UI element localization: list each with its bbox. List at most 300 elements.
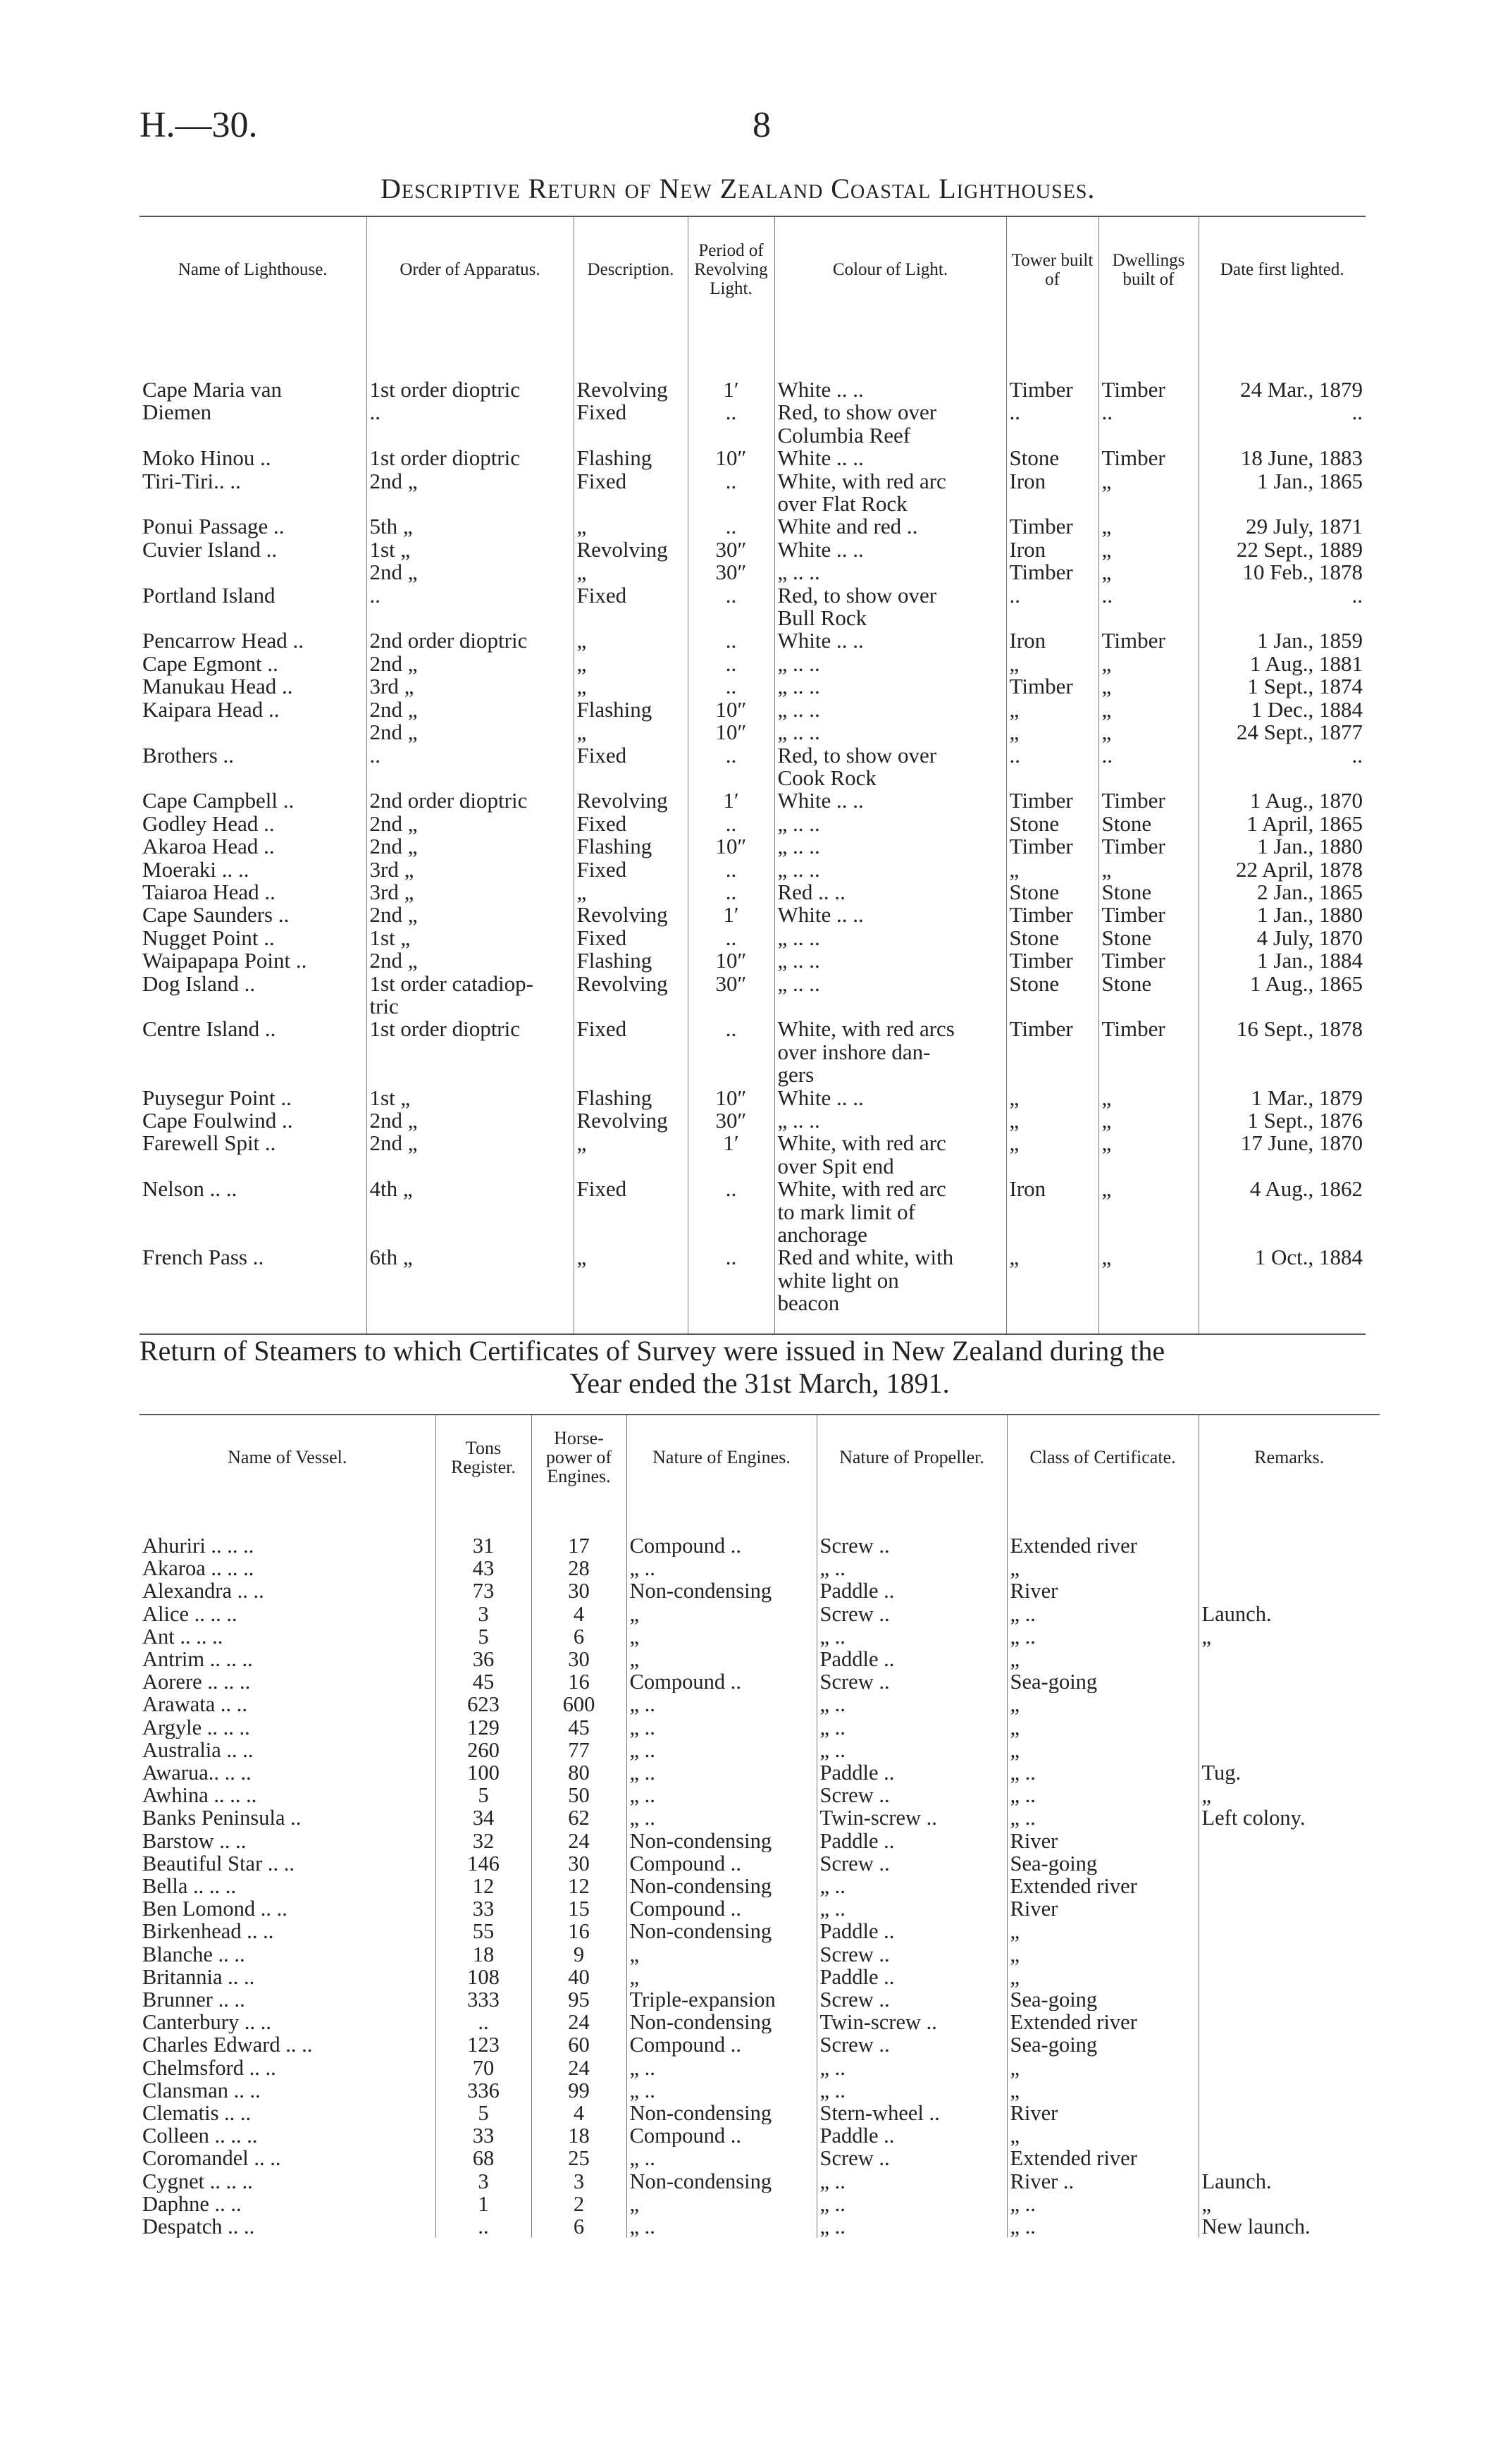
- lighthouse-cell: „: [1098, 1246, 1199, 1333]
- steamer-row: [140, 1499, 1380, 1557]
- lighthouse-cell: 1 Mar., 1879 1 Sept., 1876 17 June, 1870: [1199, 1087, 1366, 1178]
- lighthouse-cell: Centre Island ..: [142, 1018, 276, 1042]
- steamer-cell: [1199, 1830, 1380, 1852]
- steamer-cell: 30: [531, 1579, 626, 1602]
- steamer-cell: „: [1007, 2124, 1199, 2147]
- steamer-cell: „ ..: [626, 1693, 817, 1715]
- steamer-cell: 4: [531, 2102, 626, 2124]
- lighthouse-cell: „ „ „ ..: [1098, 515, 1199, 629]
- lighthouse-cell: Moko Hinou .. Tiri-Tiri.. ..: [142, 447, 271, 493]
- steamer-cell: River ..: [1007, 2170, 1199, 2193]
- steamer-cell: Beautiful Star .. ..: [142, 1852, 295, 1875]
- lighthouse-cell: „: [574, 1246, 688, 1333]
- steamer-row: [140, 1966, 1380, 1988]
- steamer-cell: Non-condensing: [626, 1920, 817, 1942]
- steamer-cell: „: [1007, 1739, 1199, 1761]
- steamer-cell: Screw ..: [817, 2033, 1007, 2056]
- steamer-row: [140, 1830, 1380, 1852]
- steamer-cell: 80: [531, 1761, 626, 1784]
- lighthouse-column-header: Date first lighted.: [1199, 216, 1366, 322]
- steamer-row: [140, 1761, 1380, 1784]
- steamer-cell: ..: [435, 2215, 531, 2238]
- steamer-cell: „: [1199, 1784, 1380, 1806]
- lighthouse-column-header: Dwellings built of: [1098, 216, 1199, 322]
- steamer-cell: „ ..: [626, 2147, 817, 2169]
- steamer-cell: Ant .. .. ..: [142, 1625, 223, 1649]
- steamer-cell: 16: [531, 1670, 626, 1693]
- steamer-cell: [1199, 1966, 1380, 1988]
- lighthouse-row: [140, 322, 1366, 447]
- steamer-cell: Non-condensing: [626, 2170, 817, 2193]
- steamer-cell: 5: [435, 2102, 531, 2124]
- lighthouse-table-title: Descriptive Return of New Zealand Coastal Lighthouses.: [380, 173, 1096, 204]
- steamer-cell: „ ..: [817, 2057, 1007, 2079]
- lighthouse-cell: White and red .. White .. .. „ .. .. Red, to show over Bull Rock: [774, 515, 1006, 629]
- page-reference: H.—30.: [140, 105, 258, 145]
- steamer-cell: Despatch .. ..: [142, 2215, 255, 2238]
- steamer-cell: „: [1007, 1966, 1199, 1988]
- steamer-cell: 16: [531, 1920, 626, 1942]
- steamer-cell: „ ..: [626, 1739, 817, 1761]
- steamer-cell: „ ..: [817, 1557, 1007, 1579]
- steamer-row: [140, 2215, 1380, 2238]
- steamer-cell: „ ..: [817, 1739, 1007, 1761]
- steamer-cell: Paddle ..: [817, 1920, 1007, 1942]
- lighthouse-row: [140, 447, 1366, 515]
- steamer-cell: Screw ..: [817, 2147, 1007, 2169]
- steamer-cell: „ ..: [817, 2170, 1007, 2193]
- steamer-cell: „ ..: [1007, 1761, 1199, 1784]
- steamer-cell: „: [626, 1966, 817, 1988]
- lighthouse-cell: Cape Campbell .. Godley Head .. Akaroa Head .. Moeraki .. .. Taiaroa Head .. Cape Saunders .. Nugget Point .. Waipapapa Point .. Dog Island ..: [142, 789, 307, 996]
- steamer-row: [140, 2170, 1380, 2193]
- steamer-cell: Banks Peninsula ..: [142, 1806, 302, 1830]
- steamer-cell: Awarua.. .. ..: [142, 1761, 252, 1785]
- steamer-cell: 123: [435, 2033, 531, 2056]
- steamer-cell: 100: [435, 1761, 531, 1784]
- steamer-cell: 62: [531, 1806, 626, 1829]
- steamer-cell: 108: [435, 1966, 531, 1988]
- steamer-cell: Extended river: [1007, 1499, 1199, 1557]
- lighthouse-cell: „ „ „ Flashing „ Fixed: [574, 629, 688, 789]
- steamer-cell: Screw ..: [817, 1943, 1007, 1966]
- steamer-cell: Bella .. .. ..: [142, 1875, 236, 1898]
- steamer-row: [140, 1897, 1380, 1920]
- lighthouse-cell: „ Revolving „ Fixed: [574, 515, 688, 629]
- page-number: 8: [753, 105, 771, 145]
- steamer-cell: „ ..: [1007, 2215, 1199, 2238]
- steamer-cell: „ ..: [1007, 1625, 1199, 1648]
- lighthouse-cell: White .. .. Red, to show over Columbia Reef: [774, 322, 1006, 447]
- lighthouse-cell: 1st order dioptric: [366, 1018, 574, 1086]
- steamer-cell: Stern-wheel ..: [817, 2102, 1007, 2124]
- steamer-cell: 623: [435, 1693, 531, 1715]
- steamer-cell: „ ..: [817, 1693, 1007, 1715]
- steamer-cell: Extended river: [1007, 1875, 1199, 1897]
- steamer-cell: [1199, 1875, 1380, 1897]
- steamer-cell: River: [1007, 1830, 1199, 1852]
- steamer-cell: 99: [531, 2079, 626, 2102]
- steamer-cell: Screw ..: [817, 1784, 1007, 1806]
- steamer-cell: Arawata .. ..: [142, 1693, 248, 1716]
- lighthouse-cell: Nelson .. ..: [142, 1178, 237, 1202]
- steamer-cell: 4: [531, 1603, 626, 1625]
- steamer-cell: 24: [531, 2057, 626, 2079]
- steamer-cell: Coromandel .. ..: [142, 2147, 281, 2170]
- steamer-cell: 3: [435, 1603, 531, 1625]
- steamer-cell: 6: [531, 1625, 626, 1648]
- steamer-row: [140, 1784, 1380, 1806]
- steamer-cell: 15: [531, 1897, 626, 1920]
- steamer-cell: Australia .. ..: [142, 1738, 254, 1762]
- steamer-cell: [1199, 1499, 1380, 1557]
- lighthouse-cell: 24 Mar., 1879 ..: [1199, 322, 1366, 447]
- lighthouse-cell: 1 Aug., 1870 1 April, 1865 1 Jan., 1880 22 April, 1878 2 Jan., 1865 1 Jan., 1880 4 July, 1870 1 Jan., 1884 1 Aug., 1865: [1199, 789, 1366, 1018]
- steamer-cell: „ ..: [626, 2215, 817, 2238]
- steamer-cell: 600: [531, 1693, 626, 1715]
- lighthouse-column-header: Name of Lighthouse.: [178, 260, 328, 279]
- steamer-cell: Left colony.: [1199, 1806, 1380, 1829]
- lighthouse-cell: Ponui Passage .. Cuvier Island .. Portland Island: [142, 515, 285, 608]
- steamer-column-header: Class of Certificate.: [1007, 1415, 1199, 1499]
- steamer-cell: „ ..: [1007, 2193, 1199, 2215]
- steamer-cell: 45: [531, 1716, 626, 1739]
- steamer-cell: Screw ..: [817, 1670, 1007, 1693]
- steamer-cell: Compound ..: [626, 1670, 817, 1693]
- steamer-cell: Non-condensing: [626, 1830, 817, 1852]
- lighthouse-cell: „ „ „: [1098, 1087, 1199, 1178]
- steamer-row: [140, 1693, 1380, 1715]
- steamer-cell: Paddle ..: [817, 1830, 1007, 1852]
- lighthouse-cell: 18 June, 1883 1 Jan., 1865: [1199, 447, 1366, 515]
- lighthouse-cell: Timber ..: [1006, 322, 1098, 447]
- steamer-cell: 43: [435, 1557, 531, 1579]
- steamer-cell: Compound ..: [626, 2124, 817, 2147]
- steamer-cell: 30: [531, 1648, 626, 1670]
- steamer-cell: „ ..: [626, 1557, 817, 1579]
- steamer-cell: River: [1007, 1897, 1199, 1920]
- lighthouse-cell: Timber: [1098, 1018, 1199, 1086]
- steamer-cell: 333: [435, 1988, 531, 2011]
- steamer-cell: „ ..: [817, 1875, 1007, 1897]
- steamer-cell: 24: [531, 2011, 626, 2033]
- steamer-row: [140, 1625, 1380, 1648]
- lighthouse-cell: White .. .. „ .. .. „ .. .. „ .. .. Red .. .. White .. .. „ .. .. „ .. .. „ .. ..: [774, 789, 1006, 1018]
- steamer-cell: Paddle ..: [817, 1761, 1007, 1784]
- steamer-cell: „ ..: [626, 1784, 817, 1806]
- steamer-column-header: Horse-power of Engines.: [531, 1415, 626, 1499]
- lighthouse-row: [140, 1246, 1366, 1333]
- steamer-cell: Alice .. .. ..: [142, 1602, 237, 1625]
- lighthouse-row: [140, 1087, 1366, 1178]
- lighthouse-cell: 5th „ 1st „ 2nd „ ..: [366, 515, 574, 629]
- steamer-cell: [1199, 1648, 1380, 1670]
- lighthouse-row: [140, 1178, 1366, 1246]
- lighthouse-cell: Iron: [1006, 1178, 1098, 1246]
- steamer-cell: [1199, 1557, 1380, 1579]
- steamer-cell: „ ..: [817, 1897, 1007, 1920]
- lighthouse-cell: White .. .. „ .. .. „ .. .. „ .. .. „ .. .. Red, to show over Cook Rock: [774, 629, 1006, 789]
- steamer-cell: 70: [435, 2057, 531, 2079]
- steamer-row: [140, 2057, 1380, 2079]
- lighthouse-cell: French Pass ..: [142, 1246, 264, 1270]
- lighthouse-cell: ..: [688, 1178, 774, 1246]
- steamer-cell: Compound ..: [626, 1897, 817, 1920]
- lighthouse-header-row: [140, 216, 1366, 322]
- steamer-cell: 5: [435, 1625, 531, 1648]
- steamer-cell: Aorere .. .. ..: [142, 1670, 251, 1694]
- lighthouse-cell: „: [1006, 1246, 1098, 1333]
- lighthouse-cell: 10″ ..: [688, 447, 774, 515]
- lighthouse-cell: Timber: [1006, 1018, 1098, 1086]
- lighthouse-cell: 1′ ..: [688, 322, 774, 447]
- lighthouse-cell: White, with red arcs over inshore dan- gers: [774, 1018, 1006, 1086]
- steamer-cell: „ ..: [626, 1761, 817, 1784]
- steamer-cell: Antrim .. .. ..: [142, 1648, 253, 1671]
- steamer-cell: Paddle ..: [817, 1579, 1007, 1602]
- steamer-cell: „ ..: [626, 1806, 817, 1829]
- steamer-cell: „ ..: [817, 2079, 1007, 2102]
- steamer-cell: [1199, 1716, 1380, 1739]
- lighthouse-cell: Revolving Fixed: [574, 322, 688, 447]
- steamer-cell: Colleen .. .. ..: [142, 2124, 258, 2148]
- steamer-cell: „ ..: [1007, 1603, 1199, 1625]
- lighthouse-cell: Revolving Fixed Flashing Fixed „ Revolving Fixed Flashing Revolving: [574, 789, 688, 1018]
- lighthouse-cell: 4 Aug., 1862: [1199, 1178, 1366, 1246]
- lighthouse-cell: Red and white, with white light on beacon: [774, 1246, 1006, 1333]
- steamers-table: [140, 1414, 1380, 2238]
- steamer-cell: 1: [435, 2193, 531, 2215]
- lighthouse-cell: 1′ .. 10″ .. .. 1′ .. 10″ 30″: [688, 789, 774, 1018]
- steamer-cell: „ ..: [626, 2057, 817, 2079]
- steamer-cell: „: [626, 1603, 817, 1625]
- steamer-row: [140, 1943, 1380, 1966]
- steamer-cell: ..: [435, 2011, 531, 2033]
- steamer-cell: „ ..: [817, 1625, 1007, 1648]
- steamer-cell: „: [626, 2193, 817, 2215]
- steamer-cell: „ ..: [817, 1716, 1007, 1739]
- steamer-cell: Ahuriri .. .. ..: [142, 1534, 254, 1558]
- steamer-cell: River: [1007, 2102, 1199, 2124]
- steamer-cell: New launch.: [1199, 2215, 1380, 2238]
- steamer-row: [140, 2124, 1380, 2147]
- steamer-cell: 260: [435, 1739, 531, 1761]
- steamer-cell: Charles Edward .. ..: [142, 2033, 313, 2057]
- steamer-cell: Launch.: [1199, 1603, 1380, 1625]
- steamer-cell: Sea-going: [1007, 1670, 1199, 1693]
- steamer-cell: „ ..: [626, 1716, 817, 1739]
- steamer-column-header: Remarks.: [1199, 1415, 1380, 1499]
- steamer-column-header: Nature of Propeller.: [817, 1415, 1007, 1499]
- lighthouse-row: [140, 515, 1366, 629]
- steamer-cell: 40: [531, 1966, 626, 1988]
- steamer-cell: 12: [531, 1875, 626, 1897]
- steamer-row: [140, 1670, 1380, 1693]
- steamer-cell: 2: [531, 2193, 626, 2215]
- steamer-cell: Barstow .. ..: [142, 1829, 247, 1852]
- steamer-cell: 6: [531, 2215, 626, 2238]
- steamer-cell: 17: [531, 1499, 626, 1557]
- steamer-cell: Twin-screw ..: [817, 1806, 1007, 1829]
- steamer-cell: Paddle ..: [817, 1966, 1007, 1988]
- steamer-cell: 30: [531, 1852, 626, 1875]
- steamer-cell: „: [626, 1625, 817, 1648]
- steamer-row: [140, 1988, 1380, 2011]
- lighthouse-cell: 1st order dioptric ..: [366, 322, 574, 447]
- steamer-cell: Non-condensing: [626, 2102, 817, 2124]
- lighthouse-table: [140, 216, 1366, 1335]
- steamer-cell: Argyle .. .. ..: [142, 1715, 250, 1739]
- lighthouse-cell: Timber „: [1098, 447, 1199, 515]
- lighthouse-cell: „ „ „: [1006, 1087, 1098, 1178]
- lighthouse-cell: Flashing Revolving „: [574, 1087, 688, 1178]
- steamer-cell: 77: [531, 1739, 626, 1761]
- steamer-cell: [1199, 2102, 1380, 2124]
- steamer-cell: Triple-expansion: [626, 1988, 817, 2011]
- steamer-cell: Compound ..: [626, 1852, 817, 1875]
- steamer-cell: [1199, 1739, 1380, 1761]
- steamer-cell: 3: [531, 2170, 626, 2193]
- lighthouse-cell: ..: [688, 1018, 774, 1086]
- steamer-cell: Sea-going: [1007, 1852, 1199, 1875]
- steamer-cell: „ ..: [626, 2079, 817, 2102]
- lighthouse-cell: 2nd order dioptric 2nd „ 2nd „ 3rd „ 3rd „ 2nd „ 1st „ 2nd „ 1st order catadiop- tric: [366, 789, 574, 1018]
- steamer-cell: „: [1199, 1625, 1380, 1648]
- lighthouse-cell: 10″ 30″ 1′: [688, 1087, 774, 1178]
- lighthouse-cell: 29 July, 1871 22 Sept., 1889 10 Feb., 1878 ..: [1199, 515, 1366, 629]
- lighthouse-cell: 1st order dioptric 2nd „: [366, 447, 574, 515]
- steamer-cell: „: [1199, 2193, 1380, 2215]
- steamer-cell: Non-condensing: [626, 1579, 817, 1602]
- lighthouse-cell: Flashing Fixed: [574, 447, 688, 515]
- steamer-cell: „ ..: [817, 2215, 1007, 2238]
- steamer-cell: Birkenhead .. ..: [142, 1920, 274, 1943]
- steamer-cell: 36: [435, 1648, 531, 1670]
- steamers-header-row: [140, 1415, 1380, 1499]
- steamer-cell: 33: [435, 2124, 531, 2147]
- lighthouse-cell: „: [1098, 1178, 1199, 1246]
- steamer-row: [140, 1852, 1380, 1875]
- lighthouse-cell: 16 Sept., 1878: [1199, 1018, 1366, 1086]
- lighthouse-cell: Fixed: [574, 1178, 688, 1246]
- steamer-cell: 3: [435, 2170, 531, 2193]
- steamer-cell: „: [1007, 1693, 1199, 1715]
- steamer-cell: [1199, 1920, 1380, 1942]
- lighthouse-cell: Puysegur Point .. Cape Foulwind .. Farewell Spit ..: [142, 1086, 293, 1156]
- steamer-cell: Extended river: [1007, 2011, 1199, 2033]
- steamer-cell: [1199, 1943, 1380, 1966]
- steamer-row: [140, 2079, 1380, 2102]
- steamer-cell: 68: [435, 2147, 531, 2169]
- steamer-cell: 60: [531, 2033, 626, 2056]
- steamer-cell: [1199, 2147, 1380, 2169]
- steamer-cell: 5: [435, 1784, 531, 1806]
- steamer-cell: [1199, 2079, 1380, 2102]
- steamer-cell: 32: [435, 1830, 531, 1852]
- lighthouse-column-header: Period of Revolving Light.: [688, 216, 774, 322]
- lighthouse-cell: 6th „: [366, 1246, 574, 1333]
- steamer-row: [140, 1648, 1380, 1670]
- lighthouse-cell: Iron „ Timber „ „ ..: [1006, 629, 1098, 789]
- steamer-cell: Paddle ..: [817, 2124, 1007, 2147]
- steamer-cell: 50: [531, 1784, 626, 1806]
- steamer-column-header: Nature of Engines.: [626, 1415, 817, 1499]
- lighthouse-cell: 1st „ 2nd „ 2nd „: [366, 1087, 574, 1178]
- steamer-cell: Alexandra .. ..: [142, 1579, 264, 1603]
- lighthouse-column-header: Order of Apparatus.: [366, 216, 574, 322]
- steamer-row: [140, 2102, 1380, 2124]
- steamer-cell: „: [1007, 1920, 1199, 1942]
- lighthouse-cell: Cape Maria van Diemen: [142, 377, 282, 425]
- steamer-cell: [1199, 1693, 1380, 1715]
- steamer-cell: [1199, 2057, 1380, 2079]
- lighthouse-cell: ..: [688, 1246, 774, 1333]
- steamer-row: [140, 1806, 1380, 1829]
- steamer-cell: Clematis .. ..: [142, 2102, 252, 2125]
- steamer-cell: „: [1007, 2057, 1199, 2079]
- lighthouse-cell: Timber Iron Timber ..: [1006, 515, 1098, 629]
- steamer-cell: Screw ..: [817, 1852, 1007, 1875]
- steamers-title-line-1: Return of Steamers to which Certificates of Survey were issued in New Zealand during the: [140, 1335, 1165, 1367]
- lighthouse-row: [140, 789, 1366, 1018]
- steamer-cell: Brunner .. ..: [142, 1988, 245, 2012]
- steamer-cell: 31: [435, 1499, 531, 1557]
- steamer-row: [140, 1716, 1380, 1739]
- steamer-cell: 18: [531, 2124, 626, 2147]
- steamer-cell: „ ..: [1007, 1806, 1199, 1829]
- steamer-cell: Clansman .. ..: [142, 2078, 261, 2102]
- steamer-cell: [1199, 2011, 1380, 2033]
- steamer-cell: Cygnet .. .. ..: [142, 2169, 253, 2193]
- lighthouse-cell: White .. .. White, with red arc over Flat Rock: [774, 447, 1006, 515]
- lighthouse-cell: White, with red arc to mark limit of anchorage: [774, 1178, 1006, 1246]
- steamer-cell: „: [1007, 2079, 1199, 2102]
- lighthouse-cell: 4th „: [366, 1178, 574, 1246]
- lighthouse-row: [140, 1018, 1366, 1086]
- steamer-cell: 18: [435, 1943, 531, 1966]
- steamer-cell: Screw ..: [817, 1988, 1007, 2011]
- steamer-cell: 24: [531, 1830, 626, 1852]
- steamer-cell: 12: [435, 1875, 531, 1897]
- steamer-cell: „: [1007, 1943, 1199, 1966]
- steamer-row: [140, 2033, 1380, 2056]
- lighthouse-cell: .. .. .. 10″ 10″ ..: [688, 629, 774, 789]
- steamer-cell: Ben Lomond .. ..: [142, 1897, 287, 1921]
- steamer-cell: Screw ..: [817, 1499, 1007, 1557]
- steamer-cell: Chelmsford .. ..: [142, 2056, 276, 2079]
- steamer-cell: „: [626, 1943, 817, 1966]
- steamer-row: [140, 1603, 1380, 1625]
- steamer-cell: Tug.: [1199, 1761, 1380, 1784]
- steamer-cell: [1199, 1897, 1380, 1920]
- steamer-cell: 73: [435, 1579, 531, 1602]
- steamer-cell: 45: [435, 1670, 531, 1693]
- lighthouse-cell: Timber „ „ „ „ ..: [1098, 629, 1199, 789]
- steamer-cell: 146: [435, 1852, 531, 1875]
- steamer-cell: [1199, 2124, 1380, 2147]
- steamer-cell: Akaroa .. .. ..: [142, 1557, 254, 1580]
- steamer-cell: 55: [435, 1920, 531, 1942]
- steamer-cell: „: [1007, 1557, 1199, 1579]
- steamer-cell: [1199, 2033, 1380, 2056]
- steamer-cell: 95: [531, 1988, 626, 2011]
- steamer-cell: Twin-screw ..: [817, 2011, 1007, 2033]
- steamers-title-line-2: Year ended the 31st March, 1891.: [569, 1367, 950, 1399]
- lighthouse-row: [140, 629, 1366, 789]
- steamer-cell: Awhina .. .. ..: [142, 1784, 257, 1807]
- steamer-cell: [1199, 1670, 1380, 1693]
- steamer-cell: [1199, 1852, 1380, 1875]
